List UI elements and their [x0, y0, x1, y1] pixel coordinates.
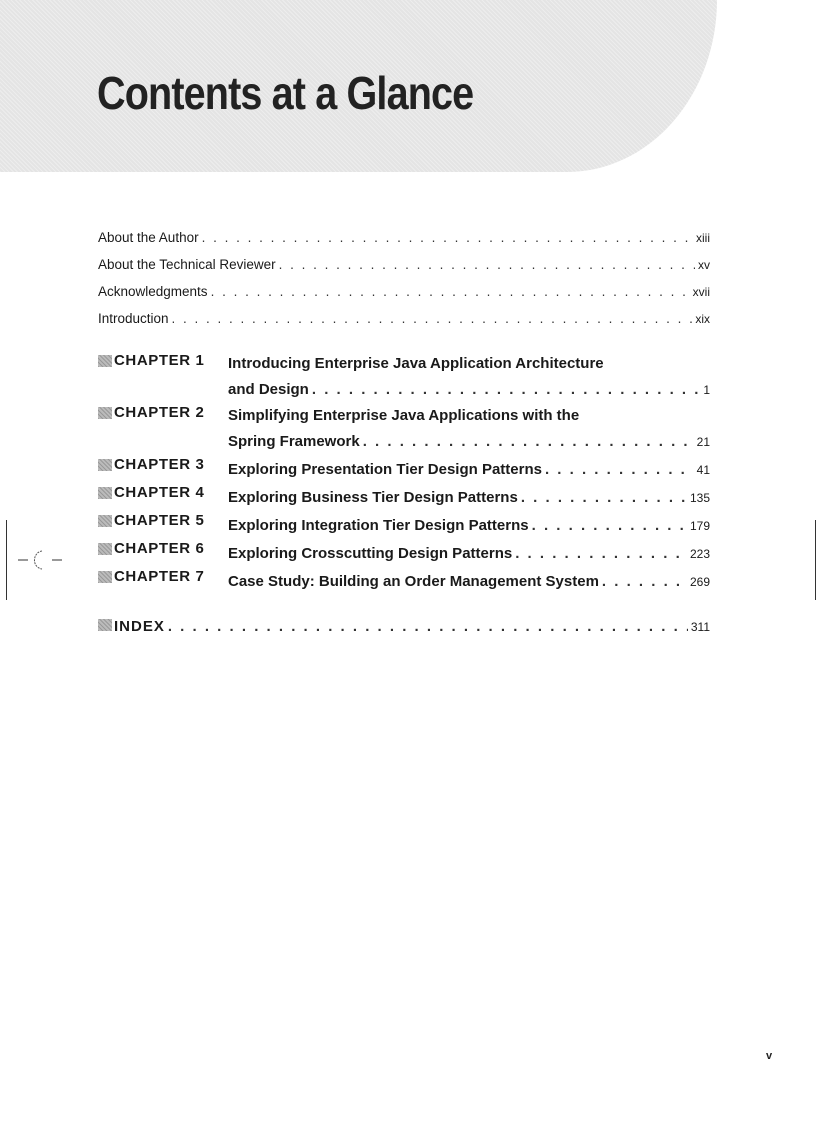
dot-leader: [211, 284, 690, 299]
chapter-label: [98, 568, 228, 585]
index-label: INDEX: [114, 618, 165, 635]
chapter-marker-icon: [98, 355, 112, 367]
chapter-label: [98, 404, 228, 421]
dot-leader: [521, 484, 687, 512]
toc-entry-page: xvii: [692, 285, 710, 299]
chapter-title-block: [228, 512, 710, 540]
toc-chapter-4[interactable]: [98, 484, 710, 512]
chapter-number: CHAPTER 4: [114, 484, 205, 501]
chapter-page: 1: [703, 383, 710, 397]
toc-entry-acknowledgments[interactable]: [98, 284, 710, 311]
toc-entry-page: xv: [698, 258, 710, 272]
chapter-marker-icon: [98, 571, 112, 583]
toc-entry-about-author[interactable]: [98, 230, 710, 257]
toc-entry-label: Acknowledgments: [98, 284, 208, 299]
chapter-page: 21: [696, 435, 710, 449]
chapter-title-block: [228, 540, 710, 568]
chapter-title-block: [228, 484, 710, 512]
chapter-marker-icon: [98, 407, 112, 419]
chapter-label: [98, 484, 228, 501]
chapter-number: CHAPTER 1: [114, 352, 205, 369]
toc-chapter-7[interactable]: [98, 568, 710, 596]
page-title: Contents at a Glance: [97, 67, 474, 119]
toc-entry-technical-reviewer[interactable]: [98, 257, 710, 284]
chapter-title-line-with-page: [228, 456, 710, 484]
chapter-label: [98, 512, 228, 529]
chapter-marker-icon: [98, 459, 112, 471]
chapter-marker-icon: [98, 543, 112, 555]
dot-leader: [168, 618, 688, 635]
dot-leader: [279, 257, 695, 272]
left-margin-line: [6, 520, 7, 600]
chapter-title: Case Study: Building an Order Management System: [228, 573, 599, 590]
toc-chapter-1[interactable]: [98, 352, 710, 404]
chapter-label: [98, 540, 228, 557]
chapter-title-line-with-page: [228, 568, 710, 596]
toc-entry-page: xix: [695, 312, 710, 326]
chapter-label: [98, 456, 228, 473]
chapter-title: Exploring Crosscutting Design Patterns: [228, 545, 513, 562]
dot-leader: [312, 376, 700, 404]
toc-chapter-2[interactable]: [98, 404, 710, 456]
dot-leader: [172, 311, 693, 326]
toc-chapter-5[interactable]: [98, 512, 710, 540]
chapter-title-line-with-page: [228, 512, 710, 540]
toc-chapter-3[interactable]: [98, 456, 710, 484]
dot-leader: [545, 456, 694, 484]
chapter-page: 223: [689, 547, 710, 561]
chapter-number: CHAPTER 3: [114, 456, 205, 473]
chapter-title: Exploring Integration Tier Design Patterns: [228, 517, 529, 534]
dot-leader: [202, 230, 693, 245]
chapter-marker-icon: [98, 515, 112, 527]
toc-index[interactable]: [98, 618, 710, 635]
chapter-label: [98, 352, 228, 369]
chapter-title-block: [228, 404, 710, 456]
toc-entry-label: About the Author: [98, 230, 199, 245]
chapter-page: 135: [689, 491, 710, 505]
toc-entry-introduction[interactable]: [98, 311, 710, 338]
toc-chapter-6[interactable]: [98, 540, 710, 568]
dot-leader: [363, 428, 694, 456]
chapter-list: [98, 352, 710, 596]
chapter-marker-icon: [98, 487, 112, 499]
chapter-number: CHAPTER 2: [114, 404, 205, 421]
chapter-title: Exploring Presentation Tier Design Patterns: [228, 461, 542, 478]
chapter-title-line-with-page: [228, 540, 710, 568]
chapter-title-line-with-page: [228, 428, 710, 456]
chapter-title-block: [228, 568, 710, 596]
chapter-title-line: Simplifying Enterprise Java Applications with the: [228, 407, 580, 424]
title-banner: [0, 0, 717, 172]
dot-leader: [532, 512, 687, 540]
chapter-title: Exploring Business Tier Design Patterns: [228, 489, 518, 506]
chapter-title-line: and Design: [228, 381, 309, 398]
chapter-title-line: Introducing Enterprise Java Application Architecture: [228, 355, 604, 372]
chapter-page: 269: [689, 575, 710, 589]
toc-entry-page: xiii: [696, 231, 710, 245]
dot-leader: [602, 568, 687, 596]
chapter-title-line-with-page: [228, 484, 710, 512]
index-marker-icon: [98, 619, 112, 631]
chapter-number: CHAPTER 5: [114, 512, 205, 529]
chapter-page: 179: [689, 519, 710, 533]
chapter-number: CHAPTER 7: [114, 568, 205, 585]
front-matter-list: [98, 230, 710, 338]
toc-entry-label: Introduction: [98, 311, 169, 326]
crop-mark-icon: [18, 547, 62, 573]
chapter-page: 41: [696, 463, 710, 477]
dot-leader: [515, 540, 687, 568]
chapter-title-line: Spring Framework: [228, 433, 360, 450]
toc-entry-label: About the Technical Reviewer: [98, 257, 276, 272]
index-page: 311: [690, 620, 710, 634]
chapter-number: CHAPTER 6: [114, 540, 205, 557]
chapter-title-line-with-page: [228, 376, 710, 404]
chapter-title-block: [228, 456, 710, 484]
chapter-title-block: [228, 352, 710, 404]
page-number: v: [766, 1050, 773, 1062]
